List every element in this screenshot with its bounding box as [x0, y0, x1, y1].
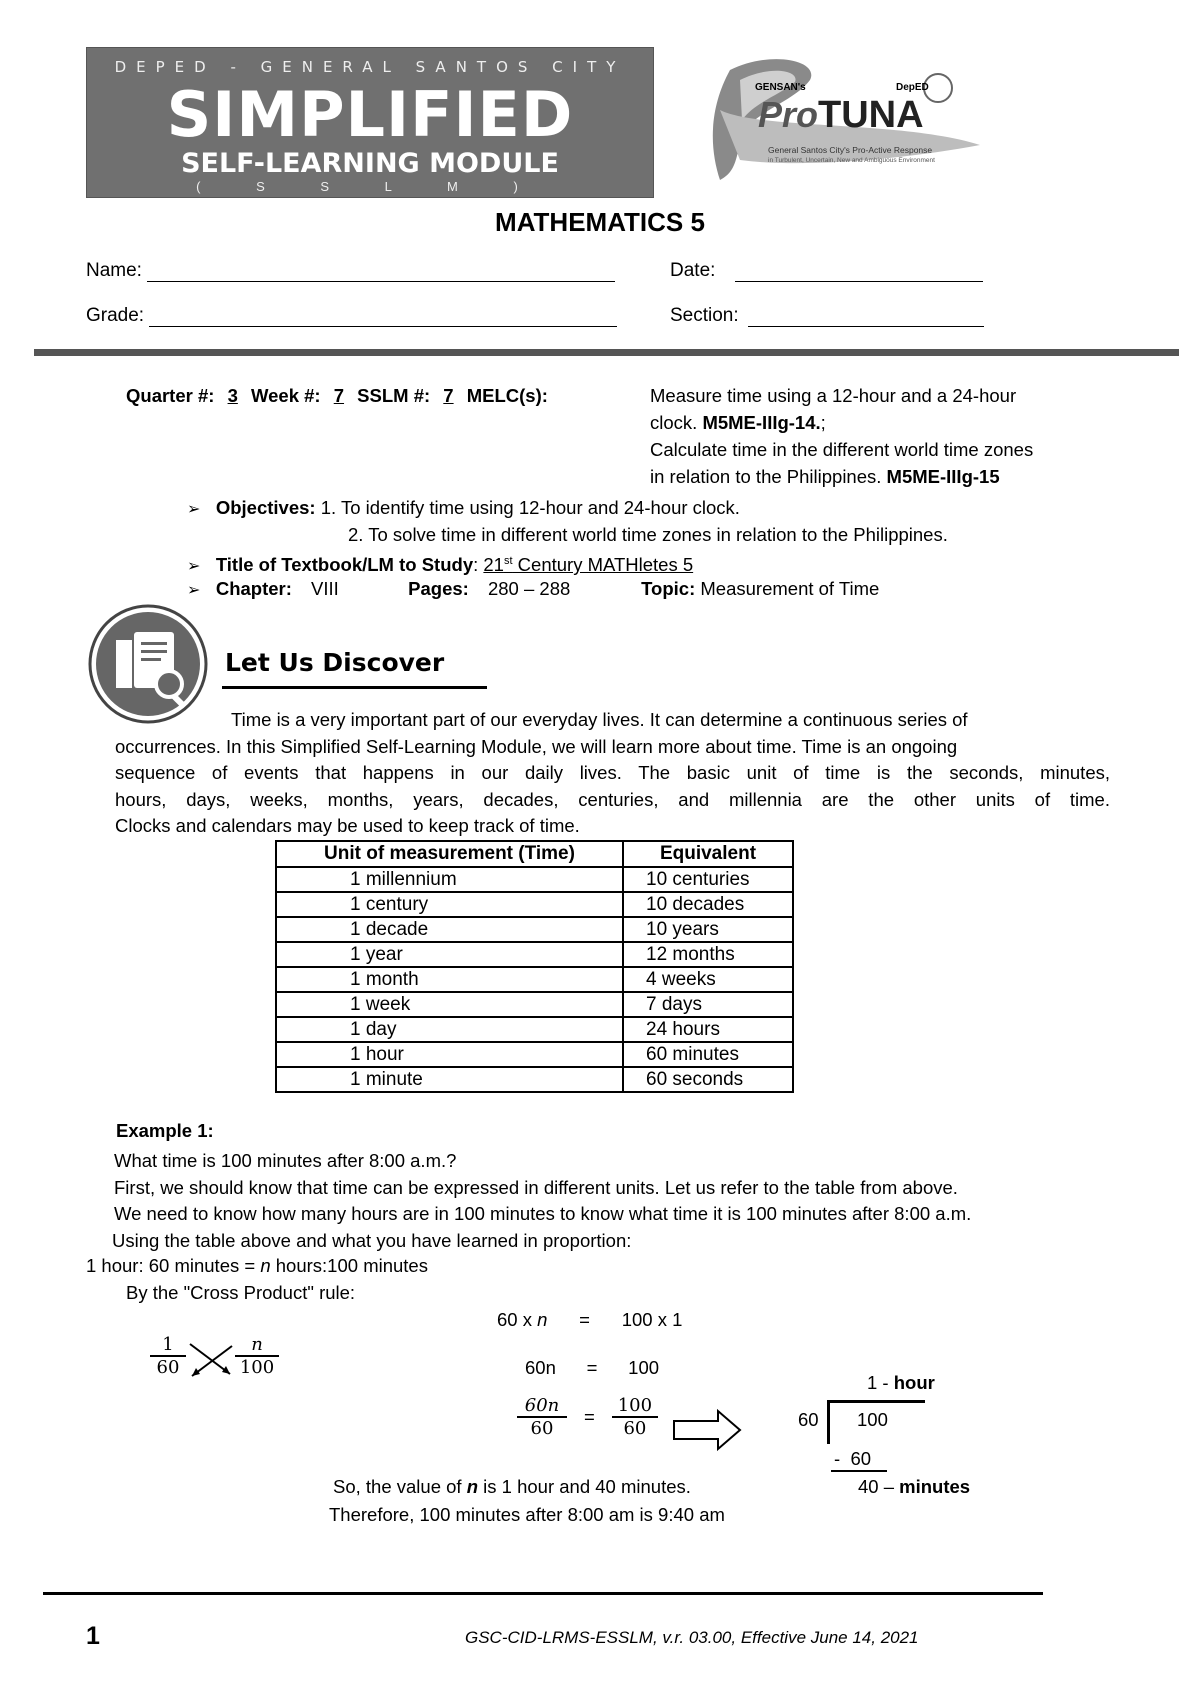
unit-cell: 1 minute	[276, 1067, 623, 1092]
table-row	[276, 967, 793, 992]
arrow-right-icon	[672, 1408, 744, 1452]
section-heading-discover: Let Us Discover	[225, 648, 445, 677]
melc-2-code: M5ME-IIIg-15	[886, 466, 1000, 487]
prop-n: n	[260, 1255, 271, 1276]
topic-value: Measurement of Time	[700, 578, 880, 599]
table-row	[276, 1042, 793, 1067]
page-title: MATHEMATICS 5	[495, 207, 705, 237]
melc-label: MELC(s):	[466, 385, 548, 406]
objective-1: 1. To identify time using 12-hour and 24-hour clock.	[320, 497, 740, 518]
topic-label: Topic:	[641, 578, 696, 599]
f3-num: 60n	[517, 1395, 567, 1418]
unit-cell: 1 hour	[276, 1042, 623, 1067]
unit-cell: 1 century	[276, 892, 623, 917]
unit-cell: 1 decade	[276, 917, 623, 942]
page-number: 1	[86, 1622, 100, 1650]
logo-tagline-2: in Turbulent, Uncertain, New and Ambiguous Environment	[768, 157, 935, 164]
example-line-1: First, we should know that time can be expressed in different units. Let us refer to the table from above.	[114, 1176, 958, 1198]
logo-tuna: TUNA	[818, 94, 924, 136]
banner-sslm-abbr: ( S S L M )	[196, 179, 544, 194]
logo-tagline-1: General Santos City's Pro-Active Response	[768, 145, 933, 155]
so-a: So, the value of	[333, 1476, 467, 1497]
date-label: Date:	[670, 260, 716, 281]
table-header-equivalent: Equivalent	[623, 841, 793, 867]
division-dividend: 100	[857, 1409, 888, 1430]
table-header-row	[276, 841, 793, 867]
equivalent-cell: 10 years	[623, 917, 793, 942]
div-sub: 60	[850, 1448, 872, 1469]
melc-1b	[650, 409, 1033, 436]
division-subtract	[834, 1448, 871, 1470]
logo-gensan: GENSAN's	[755, 82, 806, 93]
so-n: n	[466, 1476, 479, 1497]
pages-label: Pages:	[408, 578, 469, 599]
section-label: Section:	[670, 305, 739, 326]
eq1-a: 60 x	[497, 1309, 538, 1330]
melc-2b	[650, 463, 1033, 490]
eq1-b: 100 x 1	[621, 1309, 683, 1330]
quarter-label: Quarter #:	[126, 385, 215, 406]
table-row	[276, 992, 793, 1017]
melc-1a: Measure time using a 12-hour and a 24-hour	[650, 385, 1017, 406]
division-divisor: 60	[798, 1409, 819, 1430]
eq1-eq: =	[579, 1309, 590, 1330]
heading-underline	[222, 686, 487, 689]
logo-pro: Pro	[758, 94, 819, 135]
so-b: is 1 hour and 40 minutes.	[478, 1476, 691, 1497]
table-row	[276, 917, 793, 942]
frac-left-den: 60	[156, 1357, 180, 1378]
logo-deped: DepED	[896, 82, 929, 93]
date-field[interactable]	[670, 260, 983, 282]
eq2-b: 100	[628, 1357, 660, 1378]
table-row	[276, 892, 793, 917]
units-table	[275, 840, 794, 1093]
quarter-value: 3	[227, 385, 238, 406]
discover-line-1: Time is a very important part of our everyday lives. It can determine a continuous series of	[231, 709, 968, 730]
discover-line-2: occurrences. In this Simplified Self-Learning Module, we will learn more about time. Time is an ongoing	[115, 735, 958, 757]
section-field[interactable]	[670, 305, 984, 327]
melc-text	[650, 382, 1033, 490]
division-quotient	[867, 1372, 935, 1394]
equivalent-cell: 7 days	[623, 992, 793, 1017]
pages-value: 280 – 288	[487, 578, 571, 599]
table-row	[276, 1067, 793, 1092]
equation-3	[517, 1395, 658, 1439]
unit-cell: 1 day	[276, 1017, 623, 1042]
proportion-line	[86, 1255, 428, 1277]
eq2-a: 60n	[525, 1357, 556, 1378]
discover-line-3: sequence of events that happens in our daily lives. The basic unit of time is the seconds, minutes,	[115, 762, 1110, 783]
frac-right-den: 100	[239, 1357, 275, 1378]
textbook-title	[483, 554, 693, 575]
frac-left-num: 1	[150, 1334, 186, 1357]
eq1-n: n	[537, 1309, 548, 1330]
table-row	[276, 942, 793, 967]
example-question: What time is 100 minutes after 8:00 a.m.?	[114, 1150, 457, 1171]
div-rem-unit: minutes	[899, 1476, 971, 1497]
f4-num: 100	[612, 1395, 658, 1418]
chapter-value: VIII	[311, 578, 339, 599]
objectives	[187, 494, 740, 523]
example-label: Example 1:	[116, 1120, 214, 1141]
cross-arrows-icon	[186, 1336, 236, 1386]
prop-b: hours:100 minutes	[270, 1255, 428, 1276]
equivalent-cell: 10 centuries	[623, 867, 793, 892]
unit-cell: 1 month	[276, 967, 623, 992]
date-blank[interactable]	[735, 261, 983, 282]
division-bracket	[827, 1400, 830, 1444]
cross-product-line: By the "Cross Product" rule:	[126, 1282, 356, 1303]
melc-1b-text: clock.	[650, 412, 698, 433]
objective-2: 2. To solve time in different world time zones in relation to the Philippines.	[348, 524, 948, 545]
example-line-2: We need to know how many hours are in 100 minutes to know what time it is 100 minutes after 8:00 a.m.	[114, 1203, 972, 1224]
name-field[interactable]	[86, 260, 615, 282]
f3-eq: =	[584, 1406, 595, 1427]
discover-line-4: hours, days, weeks, months, years, decades, centuries, and millennia are the other units of time.	[115, 788, 1110, 810]
table-header-unit: Unit of measurement (Time)	[276, 841, 623, 867]
footer-divider	[43, 1592, 1043, 1595]
table-row	[276, 867, 793, 892]
unit-cell: 1 year	[276, 942, 623, 967]
textbook-label: Title of Textbook/LM to Study	[215, 554, 474, 576]
fraction-right	[235, 1334, 279, 1378]
eq2-eq: =	[586, 1357, 598, 1378]
f4-den: 60	[623, 1418, 647, 1439]
banner-sslm-title: SELF-LEARNING MODULE	[181, 148, 559, 179]
prop-a: 1 hour: 60 minutes =	[86, 1255, 261, 1276]
sslm-label: SSLM #:	[357, 385, 431, 406]
discover-paragraph	[115, 707, 1110, 840]
fraction-left	[150, 1334, 186, 1378]
chapter-line	[187, 575, 879, 604]
grade-label: Grade:	[86, 305, 145, 326]
equivalent-cell: 12 months	[623, 942, 793, 967]
table-row	[276, 1017, 793, 1042]
example-body	[114, 1148, 971, 1254]
chapter-label: Chapter:	[215, 578, 292, 599]
division-underline	[831, 1470, 887, 1472]
meta-line	[126, 382, 548, 409]
header-divider	[34, 349, 1179, 356]
section-blank[interactable]	[748, 306, 984, 327]
name-blank[interactable]	[147, 261, 615, 282]
equivalent-cell: 4 weeks	[623, 967, 793, 992]
grade-field[interactable]	[86, 305, 617, 327]
bullet-arrow-icon: ➢	[187, 582, 201, 599]
unit-cell: 1 week	[276, 992, 623, 1017]
equation-2	[525, 1357, 659, 1379]
so-line	[333, 1476, 691, 1498]
division-remainder	[858, 1476, 970, 1498]
footer-code: GSC-CID-LRMS-ESSLM, v.r. 03.00, Effective June 14, 2021	[465, 1628, 919, 1647]
name-label: Name:	[86, 260, 142, 281]
melc-1-end: ;	[820, 412, 826, 433]
banner-deped-line: DEPED - GENERAL SANTOS CITY	[114, 58, 626, 76]
objectives-label: Objectives:	[215, 497, 316, 518]
discover-line-5: Clocks and calendars may be used to keep track of time.	[115, 815, 580, 836]
therefore-line: Therefore, 100 minutes after 8:00 am is 9:40 am	[329, 1504, 725, 1525]
div-quot-unit: hour	[893, 1372, 935, 1393]
equivalent-cell: 24 hours	[623, 1017, 793, 1042]
melc-1-code: M5ME-IIIg-14.	[702, 412, 821, 433]
textbook-colon: :	[473, 554, 479, 576]
bullet-arrow-icon: ➢	[187, 558, 201, 576]
textbook-title-post: Century MATHletes 5	[512, 554, 694, 576]
example-line-3: Using the table above and what you have learned in proportion:	[112, 1229, 632, 1251]
week-value: 7	[333, 385, 345, 406]
div-quot: 1 -	[867, 1372, 889, 1393]
equivalent-cell: 60 minutes	[623, 1042, 793, 1067]
sslm-value: 7	[443, 385, 454, 406]
equation-1	[497, 1309, 682, 1331]
banner-simplified: SIMPLIFIED	[166, 78, 574, 151]
unit-cell: 1 millennium	[276, 867, 623, 892]
div-minus: -	[834, 1448, 841, 1469]
div-rem: 40 –	[858, 1476, 895, 1497]
division-bar	[829, 1400, 925, 1403]
textbook-title-pre: 21	[483, 554, 504, 576]
grade-blank[interactable]	[149, 306, 617, 327]
sslm-banner	[86, 47, 654, 198]
equivalent-cell: 60 seconds	[623, 1067, 793, 1092]
f3-den: 60	[530, 1418, 554, 1439]
melc-2b-text: in relation to the Philippines.	[650, 466, 882, 487]
week-label: Week #:	[251, 385, 321, 406]
melc-2a: Calculate time in the different world time zones	[650, 439, 1034, 460]
bullet-arrow-icon: ➢	[187, 501, 201, 518]
frac-right-num: n	[235, 1334, 279, 1357]
protuna-logo	[700, 50, 1000, 200]
equivalent-cell: 10 decades	[623, 892, 793, 917]
textbook-title-sup: st	[503, 555, 513, 567]
